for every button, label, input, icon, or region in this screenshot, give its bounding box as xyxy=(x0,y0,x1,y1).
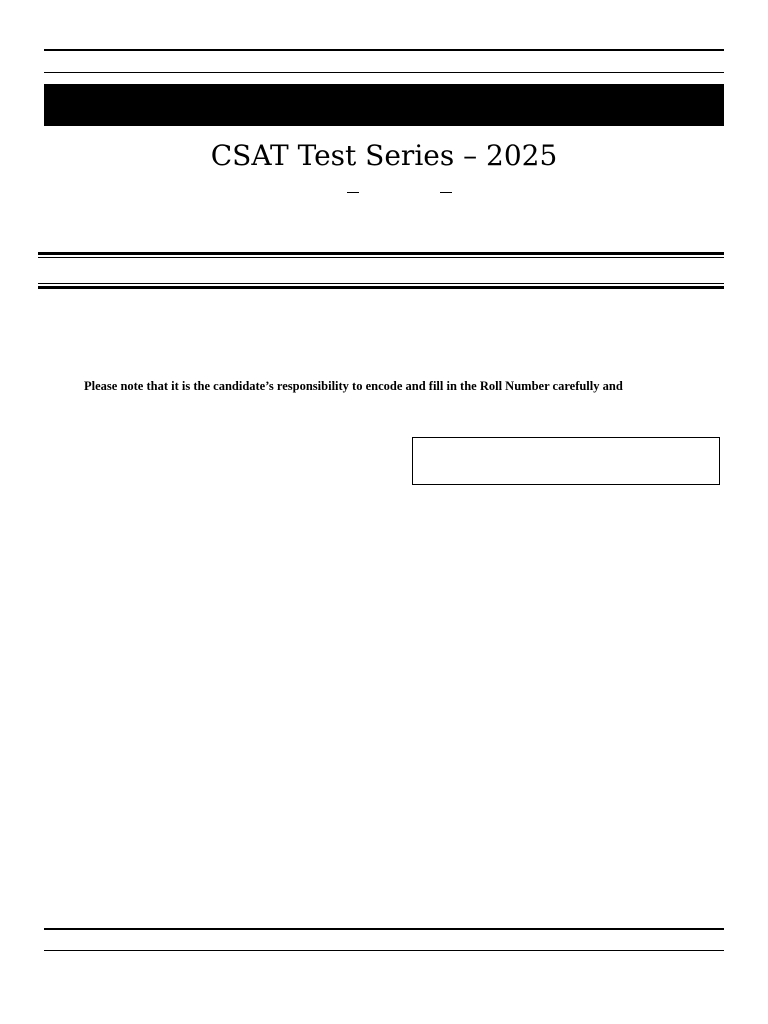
roll-number-box[interactable] xyxy=(412,437,720,485)
separator-thin-2 xyxy=(38,283,724,284)
bottom-rule-1 xyxy=(44,928,724,930)
separator-thick-1 xyxy=(38,252,724,255)
top-rule-2 xyxy=(44,72,724,73)
separator-thick-2 xyxy=(38,286,724,289)
bottom-rule-2 xyxy=(44,950,724,951)
subtitle-dash-left xyxy=(347,192,359,193)
header-band xyxy=(44,84,724,126)
page-title: CSAT Test Series – 2025 xyxy=(210,139,558,172)
separator-thin-1 xyxy=(38,257,724,258)
roll-number-notice: Please note that it is the candidate’s responsibility to encode and fill in the Roll Number carefully and xyxy=(84,379,623,393)
subtitle-dash-right xyxy=(440,192,452,193)
top-rule-1 xyxy=(44,49,724,51)
